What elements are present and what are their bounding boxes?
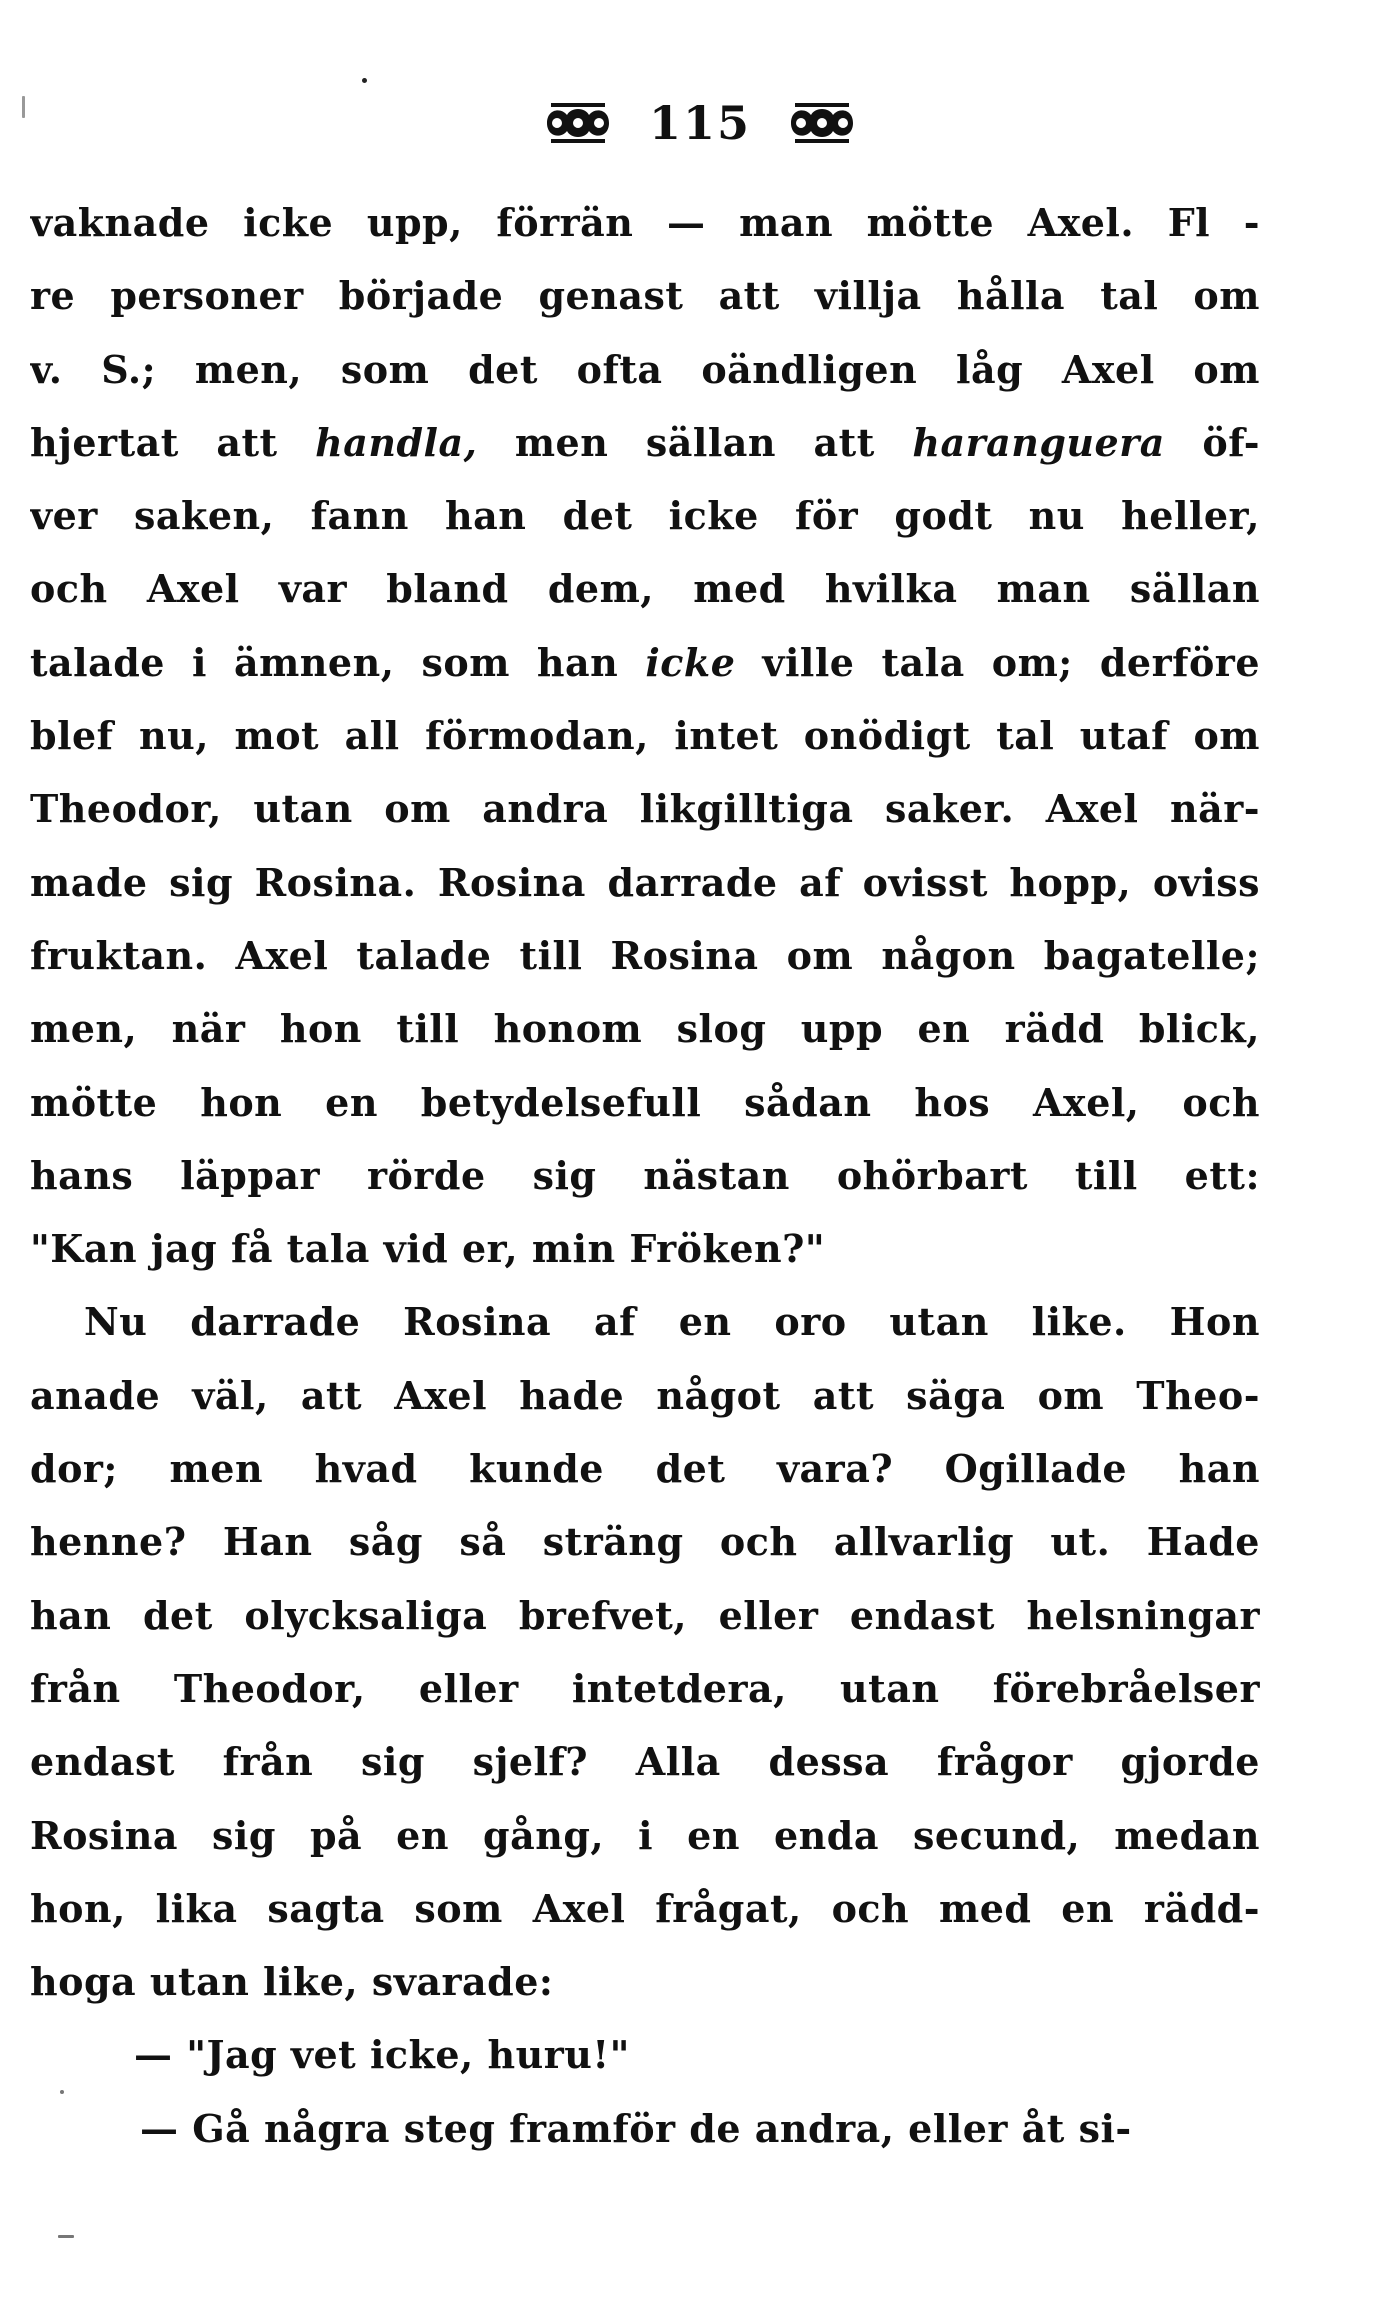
text-line: blef nu, mot all förmodan, intet onödigt tal utaf om — [30, 713, 1260, 759]
text-fragment: men sällan att — [477, 419, 913, 465]
print-speck — [60, 2090, 64, 2094]
text-line: dor; men hvad kunde det vara? Ogillade han — [30, 1446, 1260, 1492]
text-line: mötte hon en betydelsefull sådan hos Axel, och — [30, 1079, 1260, 1125]
text-line: made sig Rosina. Rosina darrade af ovisst hopp, oviss — [30, 859, 1260, 905]
text-line: vaknade icke upp, förrän — man mötte Axel. Fl - — [30, 200, 1260, 245]
fleuron-ornament-right-icon — [785, 101, 859, 145]
text-line: "Kan jag få tala vid er, min Fröken?" — [30, 1226, 826, 1272]
text-line: Theodor, utan om andra likgilltiga saker. Axel när- — [30, 786, 1260, 832]
print-speck — [362, 78, 367, 83]
text-line: anade väl, att Axel hade något att säga om Theo- — [30, 1372, 1260, 1418]
print-speck — [58, 2235, 74, 2238]
text-line: hon, lika sagta som Axel frågat, och med en rädd- — [30, 1885, 1260, 1931]
text-fragment: ville tala om; derföre — [735, 639, 1260, 685]
italic-word: handla, — [315, 419, 478, 465]
text-line: v. S.; men, som det ofta oändligen låg Axel om — [30, 346, 1260, 392]
paragraph-start-line: Nu darrade Rosina af en oro utan like. Hon — [84, 1299, 1260, 1345]
page-number: 115 — [648, 96, 752, 150]
text-line: Rosina sig på en gång, i en enda secund, medan — [30, 1812, 1260, 1858]
fleuron-ornament-left-icon — [541, 101, 615, 145]
page-header — [0, 88, 1400, 158]
text-line: endast från sig sjelf? Alla dessa frågor gjorde — [30, 1739, 1260, 1785]
dialogue-line: — "Jag vet icke, huru!" — [134, 2032, 630, 2078]
text-line — [30, 406, 1260, 479]
italic-word: haranguera — [912, 419, 1165, 465]
body-text — [30, 186, 1260, 2165]
dialogue-line: — Gå några steg framför de andra, eller åt si- — [140, 2105, 1132, 2151]
text-line: hoga utan like, svarade: — [30, 1959, 554, 2005]
text-line: fruktan. Axel talade till Rosina om någon bagatelle; — [30, 932, 1260, 978]
print-speck — [22, 96, 25, 118]
text-fragment: hjertat att — [30, 419, 316, 465]
italic-word: icke — [645, 639, 736, 685]
text-line: ver saken, fann han det icke för godt nu heller, — [30, 493, 1260, 539]
text-fragment: talade i ämnen, som han — [30, 639, 646, 685]
text-line: och Axel var bland dem, med hvilka man sällan — [30, 566, 1260, 612]
text-line: från Theodor, eller intetdera, utan förebråelser — [30, 1665, 1260, 1711]
text-fragment: öf- — [1164, 419, 1260, 465]
text-line: men, när hon till honom slog upp en rädd blick, — [30, 1006, 1260, 1052]
text-line: henne? Han såg så sträng och allvarlig ut. Hade — [30, 1519, 1260, 1565]
text-line: re personer började genast att villja hålla tal om — [30, 273, 1260, 319]
text-line: hans läppar rörde sig nästan ohörbart till ett: — [30, 1152, 1260, 1198]
text-line: han det olycksaliga brefvet, eller endast helsningar — [30, 1592, 1260, 1638]
text-line — [30, 626, 1260, 699]
